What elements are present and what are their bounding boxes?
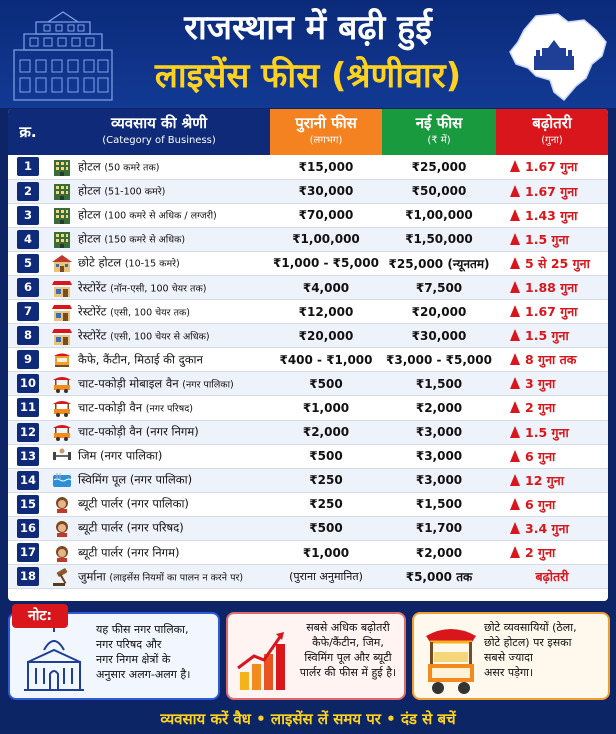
old-fee-cell: ₹500 — [270, 516, 382, 540]
serial-number-cell — [8, 492, 48, 516]
category-cell — [48, 444, 270, 468]
increase-cell — [496, 372, 608, 396]
category-label: होटल — [78, 207, 101, 222]
up-arrow-icon — [510, 305, 520, 317]
serial-number-cell — [8, 420, 48, 444]
new-fee-cell: ₹1,500 — [382, 492, 496, 516]
hotel-icon — [51, 158, 73, 176]
gavel-icon — [51, 568, 73, 586]
up-arrow-icon — [510, 426, 520, 438]
category-cell — [48, 516, 270, 540]
old-fee-cell: ₹1,000 — [270, 396, 382, 420]
restaurant-icon — [51, 327, 73, 345]
up-arrow-icon — [510, 185, 520, 197]
serial-number: 2 — [17, 182, 39, 201]
header-new-fee: नई फीस (₹ में) — [382, 109, 496, 155]
category-note: (नगर परिषद) — [145, 403, 194, 415]
serial-number-cell — [8, 444, 48, 468]
page-title-line2: लाइसेंस फीस (श्रेणीवार) — [154, 56, 462, 96]
table-row — [8, 348, 608, 372]
category-note: (एसी, 100 चेयर तक) — [110, 307, 191, 319]
serial-number: 9 — [17, 350, 39, 369]
category-note: (नॉन-एसी, 100 चेयर तक) — [110, 283, 207, 295]
category-cell — [48, 227, 270, 251]
serial-number: 15 — [17, 495, 39, 514]
header-banner — [0, 0, 616, 108]
category-label: होटल — [78, 231, 101, 246]
table-row — [8, 444, 608, 468]
up-arrow-icon — [510, 546, 520, 558]
old-fee-cell: ₹500 — [270, 372, 382, 396]
serial-number-cell — [8, 565, 48, 589]
increase-cell — [496, 179, 608, 203]
serial-number-cell — [8, 179, 48, 203]
table-row — [8, 468, 608, 492]
category-note: (150 कमरे से अधिक) — [104, 234, 186, 246]
category-label: चाट-पकोड़ी मोबाइल वैन — [78, 376, 179, 391]
new-fee-cell: ₹2,000 — [382, 541, 496, 565]
new-fee-cell: ₹20,000 — [382, 300, 496, 324]
increase-value: 1.67 गुना — [525, 159, 578, 175]
increase-value: 1.43 गुना — [525, 207, 578, 223]
serial-number-cell — [8, 372, 48, 396]
serial-number: 14 — [17, 471, 39, 490]
serial-number-cell — [8, 516, 48, 540]
increase-cell — [496, 251, 608, 275]
category-cell — [48, 203, 270, 227]
new-fee-cell: ₹1,500 — [382, 372, 496, 396]
table-row — [8, 541, 608, 565]
table-row — [8, 372, 608, 396]
category-cell — [48, 348, 270, 372]
category-cell — [48, 155, 270, 179]
serial-number: 13 — [17, 447, 39, 466]
category-note: (10-15 कमरे) — [124, 258, 180, 270]
increase-value: 5 से 25 गुना — [525, 255, 590, 271]
increase-cell — [496, 348, 608, 372]
header-serial-number: क्र. — [8, 109, 48, 155]
new-fee-cell: ₹25,000 (न्यूनतम) — [382, 251, 496, 275]
increase-cell — [496, 155, 608, 179]
table-row — [8, 396, 608, 420]
serial-number-cell — [8, 348, 48, 372]
increase-cell — [496, 420, 608, 444]
increase-value: 1.5 गुना — [525, 231, 569, 247]
hotel-icon — [51, 230, 73, 248]
beauty-parlour-icon — [51, 495, 73, 513]
new-fee-cell: ₹3,000 — [382, 468, 496, 492]
up-arrow-icon — [510, 474, 520, 486]
header-category: व्यवसाय की श्रेणी (Category of Business) — [48, 109, 270, 155]
increase-cell — [496, 203, 608, 227]
table-row — [8, 492, 608, 516]
category-cell — [48, 179, 270, 203]
new-fee-cell: ₹30,000 — [382, 324, 496, 348]
up-arrow-icon — [510, 329, 520, 341]
note-text-highest-increase: सबसे अधिक बढ़ोतरी कैफे/कैंटीन, जिम, स्विमिंग पूल और ब्यूटी पार्लर की फीस में हुई है। — [299, 621, 397, 679]
increase-cell — [496, 492, 608, 516]
serial-number: 6 — [17, 278, 39, 297]
serial-number: 7 — [17, 302, 39, 321]
category-note: (लाइसेंस नियमों का पालन न करने पर) — [109, 572, 244, 584]
new-fee-cell: ₹25,000 — [382, 155, 496, 179]
serial-number-cell — [8, 324, 48, 348]
up-arrow-icon — [510, 160, 520, 172]
category-label: जुर्माना — [78, 569, 106, 584]
header-old-fee: पुरानी फीस (लगभग) — [270, 109, 382, 155]
table-row — [8, 324, 608, 348]
category-cell — [48, 300, 270, 324]
old-fee-cell: ₹4,000 — [270, 275, 382, 299]
rising-bar-chart-icon — [236, 628, 288, 694]
category-cell — [48, 492, 270, 516]
fee-table — [8, 109, 608, 601]
serial-number: 8 — [17, 326, 39, 345]
category-label: होटल — [78, 159, 101, 174]
note-text-small-business: छोटे व्यवसायियों (ठेला, छोटे होटल) पर इसका सबसे ज्यादा असर पड़ेगा। — [484, 621, 577, 679]
increase-value: बढ़ोतरी — [535, 569, 569, 585]
serial-number: 5 — [17, 254, 39, 273]
serial-number: 18 — [17, 567, 39, 586]
old-fee-cell: ₹30,000 — [270, 179, 382, 203]
beauty-parlour-icon — [51, 544, 73, 562]
beauty-parlour-icon — [51, 519, 73, 537]
note-card-highest-increase — [226, 612, 406, 700]
header-increase: बढ़ोतरी (गुना) — [496, 109, 608, 155]
increase-value: 8 गुना तक — [525, 352, 577, 368]
hotel-icon — [51, 182, 73, 200]
table-row — [8, 203, 608, 227]
increase-value: 1.88 गुना — [525, 280, 578, 296]
swimming-pool-icon — [51, 471, 73, 489]
table-header-row — [8, 109, 608, 155]
hotel-icon — [51, 206, 73, 224]
new-fee-cell: ₹1,00,000 — [382, 203, 496, 227]
old-fee-cell: ₹1,000 - ₹5,000 — [270, 251, 382, 275]
up-arrow-icon — [510, 498, 520, 510]
increase-value: 1.67 गुना — [525, 183, 578, 199]
increase-cell — [496, 324, 608, 348]
up-arrow-icon — [510, 522, 520, 534]
category-label: रेस्टोरेंट — [78, 280, 107, 295]
table-row — [8, 300, 608, 324]
increase-cell — [496, 468, 608, 492]
new-fee-cell: ₹3,000 — [382, 444, 496, 468]
category-note: (एसी, 100 चेयर से अधिक) — [110, 331, 210, 343]
increase-cell — [496, 396, 608, 420]
old-fee-cell: ₹2,000 — [270, 420, 382, 444]
serial-number-cell — [8, 155, 48, 179]
category-label: जिम (नगर पालिका) — [78, 448, 163, 463]
category-cell — [48, 420, 270, 444]
serial-number: 16 — [17, 519, 39, 538]
cafe-icon — [51, 351, 73, 369]
category-cell — [48, 565, 270, 589]
old-fee-cell: ₹250 — [270, 492, 382, 516]
table-row — [8, 155, 608, 179]
table-row — [8, 275, 608, 299]
small-hotel-icon — [51, 254, 73, 272]
table-row — [8, 251, 608, 275]
serial-number-cell — [8, 227, 48, 251]
category-cell — [48, 324, 270, 348]
table-row — [8, 179, 608, 203]
note-text-areas: यह फीस नगर पालिका, नगर परिषद और नगर निगम क्षेत्रों के अनुसार अलग-अलग है। — [96, 623, 191, 681]
up-arrow-icon — [510, 233, 520, 245]
increase-cell — [496, 541, 608, 565]
category-label: कैफे, कैंटीन, मिठाई की दुकान — [78, 352, 203, 367]
increase-cell — [496, 565, 608, 589]
serial-number: 10 — [17, 374, 39, 393]
category-label: स्विमिंग पूल (नगर पालिका) — [78, 472, 193, 487]
increase-value: 2 गुना — [525, 400, 556, 416]
old-fee-cell: ₹1,000 — [270, 541, 382, 565]
increase-cell — [496, 227, 608, 251]
serial-number-cell — [8, 300, 48, 324]
table-row — [8, 565, 608, 589]
serial-number: 3 — [17, 206, 39, 225]
serial-number: 4 — [17, 230, 39, 249]
rajasthan-map-icon — [506, 12, 610, 102]
increase-cell — [496, 300, 608, 324]
up-arrow-icon — [510, 377, 520, 389]
increase-value: 12 गुना — [525, 472, 564, 488]
serial-number-cell — [8, 275, 48, 299]
serial-number-cell — [8, 468, 48, 492]
new-fee-cell: ₹1,50,000 — [382, 227, 496, 251]
new-fee-cell: ₹3,000 - ₹5,000 — [382, 348, 496, 372]
hawa-mahal-icon — [4, 10, 122, 102]
category-note: (50 कमरे तक) — [104, 162, 160, 174]
old-fee-cell: ₹500 — [270, 444, 382, 468]
new-fee-cell: ₹2,000 — [382, 396, 496, 420]
category-label: ब्यूटी पार्लर (नगर निगम) — [78, 545, 180, 560]
gym-icon — [51, 447, 73, 465]
new-fee-cell: ₹5,000 तक — [382, 565, 496, 589]
old-fee-cell: (पुराना अनुमानित) — [270, 565, 382, 589]
new-fee-cell: ₹1,700 — [382, 516, 496, 540]
increase-value: 6 गुना — [525, 448, 556, 464]
old-fee-cell: ₹400 - ₹1,000 — [270, 348, 382, 372]
category-label: चाट-पकोड़ी वैन (नगर निगम) — [78, 424, 199, 439]
new-fee-cell: ₹50,000 — [382, 179, 496, 203]
category-label: रेस्टोरेंट — [78, 304, 107, 319]
increase-cell — [496, 444, 608, 468]
serial-number-cell — [8, 203, 48, 227]
serial-number: 17 — [17, 543, 39, 562]
increase-value: 6 गुना — [525, 496, 556, 512]
new-fee-cell: ₹3,000 — [382, 420, 496, 444]
increase-value: 3.4 गुना — [525, 520, 569, 536]
serial-number: 11 — [17, 398, 39, 417]
food-cart-icon — [51, 399, 73, 417]
serial-number-cell — [8, 396, 48, 420]
category-note: (नगर पालिका) — [182, 379, 234, 391]
up-arrow-icon — [510, 281, 520, 293]
note-card-small-business — [412, 612, 610, 700]
serial-number: 1 — [17, 157, 39, 176]
footer-slogan: व्यवसाय करें वैध • लाइसेंस लें समय पर • दंड से बचें — [0, 704, 616, 734]
old-fee-cell: ₹250 — [270, 468, 382, 492]
serial-number: 12 — [17, 423, 39, 442]
page-title-line1: राजस्थान में बढ़ी हुई — [184, 8, 432, 48]
increase-value: 1.67 गुना — [525, 304, 578, 320]
increase-cell — [496, 275, 608, 299]
food-cart-icon — [51, 423, 73, 441]
table-row — [8, 516, 608, 540]
up-arrow-icon — [510, 257, 520, 269]
category-cell — [48, 541, 270, 565]
serial-number-cell — [8, 541, 48, 565]
category-cell — [48, 372, 270, 396]
municipal-building-icon — [18, 628, 90, 694]
old-fee-cell: ₹70,000 — [270, 203, 382, 227]
old-fee-cell: ₹12,000 — [270, 300, 382, 324]
table-row — [8, 420, 608, 444]
restaurant-icon — [51, 303, 73, 321]
food-cart-icon — [422, 624, 480, 696]
up-arrow-icon — [510, 401, 520, 413]
category-cell — [48, 251, 270, 275]
old-fee-cell: ₹1,00,000 — [270, 227, 382, 251]
up-arrow-icon — [510, 450, 520, 462]
increase-cell — [496, 516, 608, 540]
category-label: रेस्टोरेंट — [78, 328, 107, 343]
category-label: होटल — [78, 183, 101, 198]
category-label: छोटे होटल — [78, 255, 122, 270]
up-arrow-icon — [510, 353, 520, 365]
increase-value: 3 गुना — [525, 376, 556, 392]
category-cell — [48, 468, 270, 492]
new-fee-cell: ₹7,500 — [382, 275, 496, 299]
serial-number-cell — [8, 251, 48, 275]
category-cell — [48, 275, 270, 299]
old-fee-cell: ₹15,000 — [270, 155, 382, 179]
note-label: नोट: — [12, 604, 68, 628]
increase-value: 1.5 गुना — [525, 328, 569, 344]
food-cart-icon — [51, 375, 73, 393]
old-fee-cell: ₹20,000 — [270, 324, 382, 348]
increase-value: 1.5 गुना — [525, 424, 569, 440]
category-label: चाट-पकोड़ी वैन — [78, 400, 143, 415]
category-note: (51-100 कमरे) — [104, 186, 166, 198]
table-row — [8, 227, 608, 251]
category-note: (100 कमरे से अधिक / लग्जरी) — [104, 210, 217, 222]
increase-value: 2 गुना — [525, 545, 556, 561]
restaurant-icon — [51, 279, 73, 297]
category-cell — [48, 396, 270, 420]
category-label: ब्यूटी पार्लर (नगर परिषद) — [78, 520, 184, 535]
category-label: ब्यूटी पार्लर (नगर पालिका) — [78, 496, 189, 511]
up-arrow-icon — [510, 209, 520, 221]
